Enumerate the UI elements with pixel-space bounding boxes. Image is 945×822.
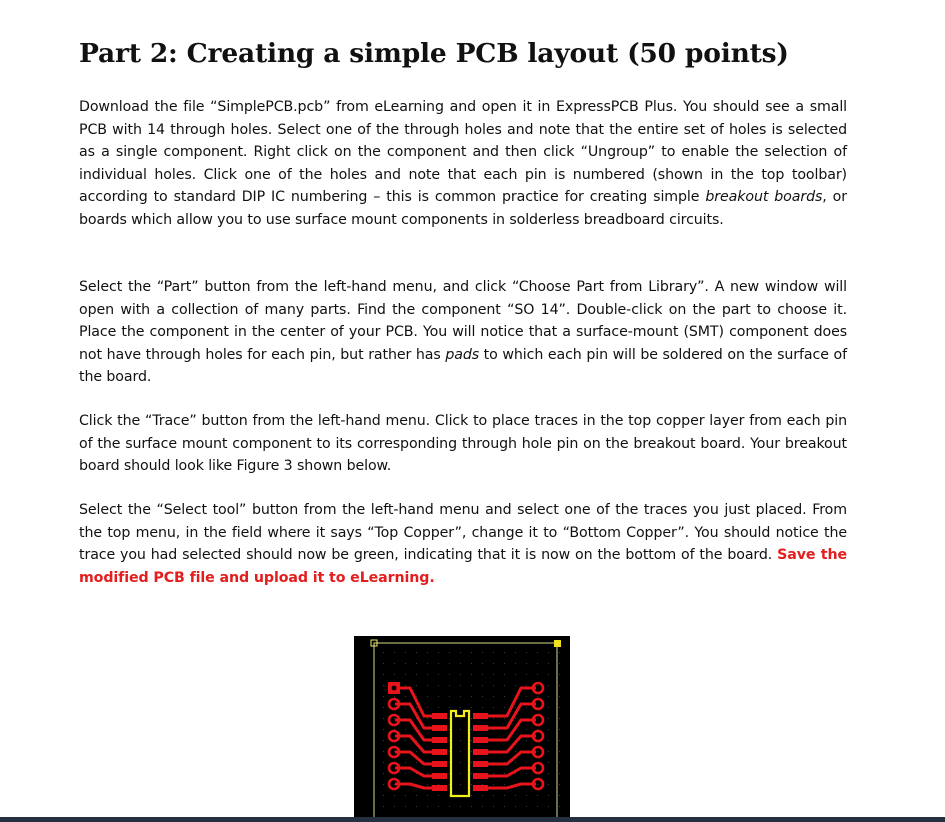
- grid-dot: [449, 751, 450, 752]
- grid-dot: [515, 707, 516, 708]
- grid-dot: [383, 685, 384, 686]
- grid-dot: [548, 685, 549, 686]
- grid-dot: [438, 806, 439, 807]
- smt-pad-right-9: [473, 773, 488, 779]
- grid-dot: [449, 806, 450, 807]
- grid-dot: [526, 762, 527, 763]
- grid-dot: [559, 806, 560, 807]
- grid-dot: [405, 740, 406, 741]
- grid-dot: [405, 652, 406, 653]
- smt-pad-left-4: [432, 749, 447, 755]
- grid-dot: [471, 762, 472, 763]
- grid-dot: [493, 795, 494, 796]
- grid-dot: [471, 685, 472, 686]
- grid-dot: [405, 806, 406, 807]
- grid-dot: [394, 784, 395, 785]
- grid-dot: [548, 806, 549, 807]
- grid-dot: [471, 806, 472, 807]
- grid-dot: [460, 784, 461, 785]
- grid-dot: [438, 652, 439, 653]
- grid-dot: [427, 784, 428, 785]
- grid-dot: [537, 652, 538, 653]
- grid-dot: [471, 729, 472, 730]
- grid-dot: [416, 685, 417, 686]
- grid-dot: [493, 718, 494, 719]
- grid-dot: [515, 674, 516, 675]
- grid-dot: [537, 784, 538, 785]
- grid-dot: [482, 663, 483, 664]
- grid-dot: [394, 806, 395, 807]
- p1-text-end: , or boards which allow you to use surface mount components in solderless breadboard circuits.: [79, 189, 847, 228]
- grid-dot: [460, 685, 461, 686]
- p2-text-end: to which each pin will be soldered on the surface of the board.: [79, 346, 847, 385]
- grid-dot: [383, 696, 384, 697]
- grid-dot: [493, 685, 494, 686]
- grid-dot: [427, 806, 428, 807]
- grid-dot: [504, 773, 505, 774]
- smt-pad-left-7: [432, 785, 447, 791]
- grid-dot: [383, 795, 384, 796]
- grid-dot: [526, 685, 527, 686]
- grid-dot: [449, 740, 450, 741]
- grid-dot: [460, 652, 461, 653]
- grid-dot: [405, 762, 406, 763]
- p1-text: Download the file “SimplePCB.pcb” from eLearning and open it in ExpressPCB Plus. You should see a small PCB with 14 through holes. Select one of the through holes and note that the entire set of holes is selected as a single component. Right click on the component and then click “Ungroup” to enable the selection of individual holes. Click one of the holes and note that each pin is numbered (shown in the top toolbar) according to standard DIP IC numbering – this is common practice for creating simple: [79, 99, 847, 205]
- smt-pad-right-10: [473, 761, 488, 767]
- grid-dot: [537, 663, 538, 664]
- grid-dot: [526, 773, 527, 774]
- grid-dot: [449, 663, 450, 664]
- grid-dot: [548, 784, 549, 785]
- grid-dot: [537, 696, 538, 697]
- grid-dot: [493, 652, 494, 653]
- grid-dot: [405, 663, 406, 664]
- grid-dot: [383, 674, 384, 675]
- grid-dot: [394, 663, 395, 664]
- grid-dot: [515, 652, 516, 653]
- grid-dot: [460, 740, 461, 741]
- paragraph-part-instructions: [79, 276, 847, 389]
- grid-dot: [394, 718, 395, 719]
- grid-dot: [526, 806, 527, 807]
- grid-dot: [460, 674, 461, 675]
- grid-dot: [449, 696, 450, 697]
- grid-dot: [504, 685, 505, 686]
- grid-dot: [416, 663, 417, 664]
- grid-dot: [504, 696, 505, 697]
- smt-pad-left-5: [432, 761, 447, 767]
- save-instruction-highlight: Save the modified PCB file and upload it to eLearning.: [79, 547, 847, 586]
- grid-dot: [482, 707, 483, 708]
- grid-dot: [427, 674, 428, 675]
- grid-dot: [438, 663, 439, 664]
- viewer-bottom-bar: [0, 817, 945, 822]
- grid-dot: [438, 784, 439, 785]
- grid-dot: [394, 652, 395, 653]
- grid-dot: [559, 652, 560, 653]
- smt-pad-left-6: [432, 773, 447, 779]
- grid-dot: [559, 751, 560, 752]
- grid-dot: [526, 740, 527, 741]
- grid-dot: [504, 718, 505, 719]
- grid-dot: [548, 773, 549, 774]
- smt-pad-right-11: [473, 749, 488, 755]
- grid-dot: [537, 718, 538, 719]
- grid-dot: [438, 707, 439, 708]
- grid-dot: [427, 707, 428, 708]
- grid-dot: [438, 685, 439, 686]
- grid-dot: [559, 718, 560, 719]
- grid-dot: [559, 707, 560, 708]
- smt-pad-left-1: [432, 713, 447, 719]
- grid-dot: [405, 707, 406, 708]
- grid-dot: [394, 751, 395, 752]
- grid-dot: [559, 740, 560, 741]
- grid-dot: [449, 795, 450, 796]
- grid-dot: [515, 795, 516, 796]
- grid-dot: [493, 707, 494, 708]
- grid-dot: [548, 762, 549, 763]
- grid-dot: [383, 663, 384, 664]
- grid-dot: [416, 674, 417, 675]
- p1-emphasis: breakout boards: [705, 189, 823, 205]
- grid-dot: [482, 674, 483, 675]
- grid-dot: [548, 707, 549, 708]
- grid-dot: [383, 652, 384, 653]
- grid-dot: [460, 718, 461, 719]
- grid-dot: [526, 707, 527, 708]
- grid-dot: [515, 685, 516, 686]
- grid-dot: [427, 718, 428, 719]
- grid-dot: [394, 696, 395, 697]
- grid-dot: [559, 685, 560, 686]
- grid-dot: [460, 663, 461, 664]
- grid-dot: [504, 707, 505, 708]
- paragraph-select-tool-instructions: [79, 499, 847, 589]
- grid-dot: [427, 663, 428, 664]
- grid-dot: [548, 674, 549, 675]
- p4-text: Select the “Select tool” button from the left-hand menu and select one of the traces you just placed. From the top menu, in the field where it says “Top Copper”, change it to “Bottom Copper”. You should notice the trace you had selected should now be green, indicating that it is now on the bottom of the board.: [79, 502, 847, 563]
- grid-dot: [427, 773, 428, 774]
- p2-text: Select the “Part” button from the left-hand menu, and click “Choose Part from Library”. A new window will open with a collection of many parts. Find the component “SO 14”. Double-click on the part to choose it. Place the component in the center of your PCB. You will notice that a surface-mount (SMT) component does not have through holes for each pin, but rather has: [79, 279, 847, 363]
- grid-dot: [515, 773, 516, 774]
- grid-dot: [460, 707, 461, 708]
- grid-dot: [383, 784, 384, 785]
- grid-dot: [449, 707, 450, 708]
- grid-dot: [504, 806, 505, 807]
- grid-dot: [548, 729, 549, 730]
- grid-dot: [460, 729, 461, 730]
- grid-dot: [537, 751, 538, 752]
- grid-dot: [449, 685, 450, 686]
- grid-dot: [482, 685, 483, 686]
- grid-dot: [383, 773, 384, 774]
- grid-dot: [438, 674, 439, 675]
- grid-dot: [460, 696, 461, 697]
- grid-dot: [471, 696, 472, 697]
- grid-dot: [559, 795, 560, 796]
- grid-dot: [405, 674, 406, 675]
- grid-dot: [537, 674, 538, 675]
- grid-dot: [427, 685, 428, 686]
- grid-dot: [383, 751, 384, 752]
- p2-emphasis: pads: [445, 346, 480, 363]
- grid-dot: [559, 674, 560, 675]
- grid-dot: [471, 751, 472, 752]
- grid-dot: [526, 674, 527, 675]
- grid-dot: [471, 707, 472, 708]
- pcb-corner-marker-top-right: [554, 640, 561, 647]
- grid-dot: [405, 795, 406, 796]
- grid-dot: [537, 795, 538, 796]
- grid-dot: [394, 795, 395, 796]
- grid-dot: [504, 674, 505, 675]
- grid-dot: [405, 773, 406, 774]
- grid-dot: [438, 795, 439, 796]
- grid-dot: [416, 707, 417, 708]
- grid-dot: [493, 806, 494, 807]
- grid-dot: [515, 718, 516, 719]
- grid-dot: [471, 663, 472, 664]
- through-hole-pin-1-drill: [392, 686, 397, 691]
- grid-dot: [471, 718, 472, 719]
- smt-pad-right-14: [473, 713, 488, 719]
- grid-dot: [526, 663, 527, 664]
- grid-dot: [427, 696, 428, 697]
- grid-dot: [383, 718, 384, 719]
- grid-dot: [449, 773, 450, 774]
- grid-dot: [482, 806, 483, 807]
- grid-dot: [493, 784, 494, 785]
- grid-dot: [449, 674, 450, 675]
- grid-dot: [405, 729, 406, 730]
- grid-dot: [449, 652, 450, 653]
- smt-pad-right-13: [473, 725, 488, 731]
- grid-dot: [427, 652, 428, 653]
- grid-dot: [449, 729, 450, 730]
- grid-dot: [482, 652, 483, 653]
- grid-dot: [526, 795, 527, 796]
- grid-dot: [548, 696, 549, 697]
- grid-dot: [460, 773, 461, 774]
- grid-dot: [471, 773, 472, 774]
- grid-dot: [405, 685, 406, 686]
- grid-dot: [449, 762, 450, 763]
- grid-dot: [548, 740, 549, 741]
- grid-dot: [515, 663, 516, 664]
- grid-dot: [438, 696, 439, 697]
- grid-dot: [471, 784, 472, 785]
- grid-dot: [493, 674, 494, 675]
- grid-dot: [427, 795, 428, 796]
- grid-dot: [383, 762, 384, 763]
- smt-pad-right-8: [473, 785, 488, 791]
- section-heading: Part 2: Creating a simple PCB layout (50 points): [79, 38, 789, 69]
- grid-dot: [471, 674, 472, 675]
- grid-dot: [559, 773, 560, 774]
- grid-dot: [416, 762, 417, 763]
- grid-dot: [449, 784, 450, 785]
- grid-dot: [559, 784, 560, 785]
- smt-pad-right-12: [473, 737, 488, 743]
- grid-dot: [493, 663, 494, 664]
- grid-dot: [416, 652, 417, 653]
- grid-dot: [526, 696, 527, 697]
- grid-dot: [482, 795, 483, 796]
- grid-dot: [405, 696, 406, 697]
- grid-dot: [559, 663, 560, 664]
- grid-dot: [548, 663, 549, 664]
- grid-dot: [383, 740, 384, 741]
- grid-dot: [504, 784, 505, 785]
- grid-dot: [493, 773, 494, 774]
- grid-dot: [482, 696, 483, 697]
- grid-dot: [537, 806, 538, 807]
- grid-dot: [471, 795, 472, 796]
- grid-dot: [559, 696, 560, 697]
- grid-dot: [460, 806, 461, 807]
- grid-dot: [537, 685, 538, 686]
- grid-dot: [460, 751, 461, 752]
- grid-dot: [515, 806, 516, 807]
- grid-dot: [515, 762, 516, 763]
- grid-dot: [493, 696, 494, 697]
- grid-dot: [504, 663, 505, 664]
- grid-dot: [383, 806, 384, 807]
- grid-dot: [548, 751, 549, 752]
- smt-pad-left-3: [432, 737, 447, 743]
- smt-pad-left-2: [432, 725, 447, 731]
- grid-dot: [416, 795, 417, 796]
- grid-dot: [394, 674, 395, 675]
- grid-dot: [526, 729, 527, 730]
- grid-dot: [471, 740, 472, 741]
- paragraph-download-instructions: [79, 96, 847, 231]
- grid-dot: [471, 652, 472, 653]
- grid-dot: [449, 718, 450, 719]
- grid-dot: [482, 784, 483, 785]
- pcb-layout-figure: [354, 636, 570, 822]
- grid-dot: [383, 729, 384, 730]
- grid-dot: [383, 707, 384, 708]
- grid-dot: [460, 762, 461, 763]
- grid-dot: [526, 652, 527, 653]
- grid-dot: [515, 751, 516, 752]
- grid-dot: [559, 729, 560, 730]
- grid-dot: [504, 652, 505, 653]
- grid-dot: [559, 762, 560, 763]
- grid-dot: [416, 751, 417, 752]
- paragraph-trace-instructions: Click the “Trace” button from the left-hand menu. Click to place traces in the top copper layer from each pin of the surface mount component to its corresponding through hole pin on the breakout board. Your breakout board should look like Figure 3 shown below.: [79, 413, 847, 474]
- grid-dot: [548, 652, 549, 653]
- grid-dot: [504, 795, 505, 796]
- grid-dot: [548, 718, 549, 719]
- grid-dot: [548, 795, 549, 796]
- grid-dot: [416, 806, 417, 807]
- grid-dot: [416, 696, 417, 697]
